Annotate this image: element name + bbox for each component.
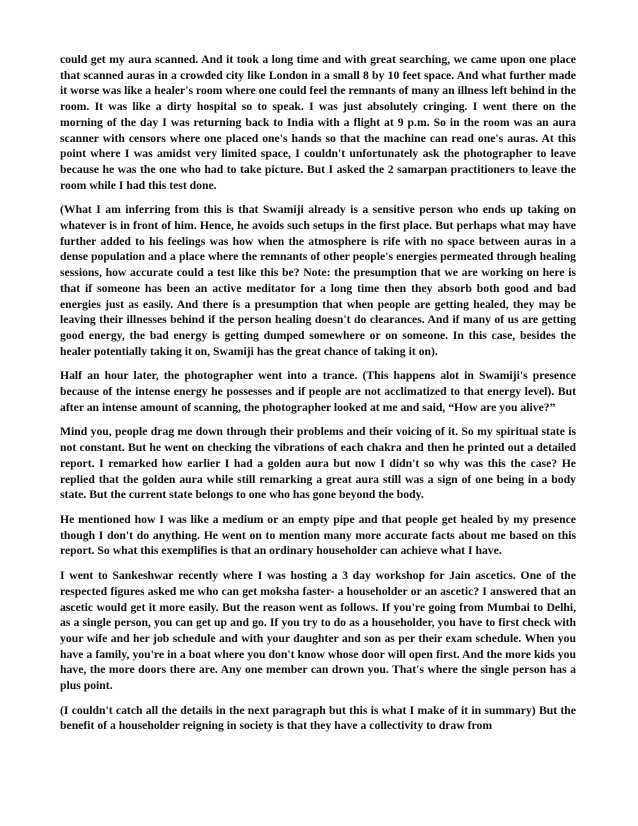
paragraph-trance: Half an hour later, the photographer went into a trance. (This happens alot in Swamiji's presence because of the intense energy he possesses and if people are not acclimatized to that energy level). But after an intense amount of scanning, the photographer looked at me and said, “How are you alive?”: [60, 369, 576, 414]
paragraph-inference: (What I am inferring from this is that Swamiji already is a sensitive person who ends up taking on whatever is in front of him. Hence, he avoids such setups in the first place. But perhaps what may have further added to his feelings was how when the atmosphere is rife with no space between auras in a dense population and a place where the remnants of other people's energies permeated through healing sessions, how accurate could a test like this be? Note: the presumption that we are working on here is that if someone has been an active meditator for a long time then they absorb both good and bad energies just as easily. And there is a presumption that when people are getting healed, they may be leaving their illnesses behind if the person healing doesn't do clearances. And if many of us are getting good energy, the bad energy is getting dumped somewhere or on someone. In this case, besides the healer potentially taking it on, Swamiji has the great chance of taking it on).: [60, 203, 576, 358]
paragraph-chakra-report: Mind you, people drag me down through their problems and their voicing of it. So my spiritual state is not constant. But he went on checking the vibrations of each chakra and then he printed out a detailed report. I remarked how earlier I had a golden aura but now I didn't so why was this the case? He replied that the golden aura while still remarking a great aura still was a sign of one being in a body state. But the current state belongs to one who has gone beyond the body.: [60, 425, 576, 502]
paragraph-sankeshwar: I went to Sankeshwar recently where I was hosting a 3 day workshop for Jain ascetics. One of the respected figures asked me who can get moksha faster- a householder or an ascetic? I answered that an ascetic would get it more easily. But the reason went as follows. If you're going from Mumbai to Delhi, as a single person, you can get up and go. If you try to do as a householder, you have to first check with your wife and her job schedule and with your daughter and son as per their exam schedule. When you have a family, you're in a boat where you don't know whose door will open first. And the more kids you have, the more doors there are. Any one member can drown you. That's where the single person has a plus point.: [60, 569, 576, 693]
paragraph-medium: He mentioned how I was like a medium or an empty pipe and that people get healed by my presence though I don't do anything. He went on to mention many more accurate facts about me based on this report. So what this exemplifies is that an ordinary householder can achieve what I have.: [60, 512, 576, 558]
document-body: [60, 52, 576, 743]
paragraph-aura-scan: could get my aura scanned. And it took a long time and with great searching, we came upon one place that scanned auras in a crowded city like London in a small 8 by 10 feet space. And what further made it worse was like a healer's room where one could feel the remnants of many an illness left behind in the room. It was like a dirty hospital so to speak. I was just absolutely cringing. I went there on the morning of the day I was returning back to India with a flight at 9 p.m. So in the room was an aura scanner with censors where one placed one's hands so that the machine can read one's auras. At this point where I was amidst very limited space, I couldn't unfortunately ask the photographer to leave because he was the one who had to take picture. But I asked the 2 samarpan practitioners to leave the room while I had this test done.: [60, 53, 576, 192]
paragraph-summary: (I couldn't catch all the details in the next paragraph but this is what I make of it in summary) But the benefit of a householder reigning in society is that they have a collectivity to draw from: [60, 703, 576, 733]
